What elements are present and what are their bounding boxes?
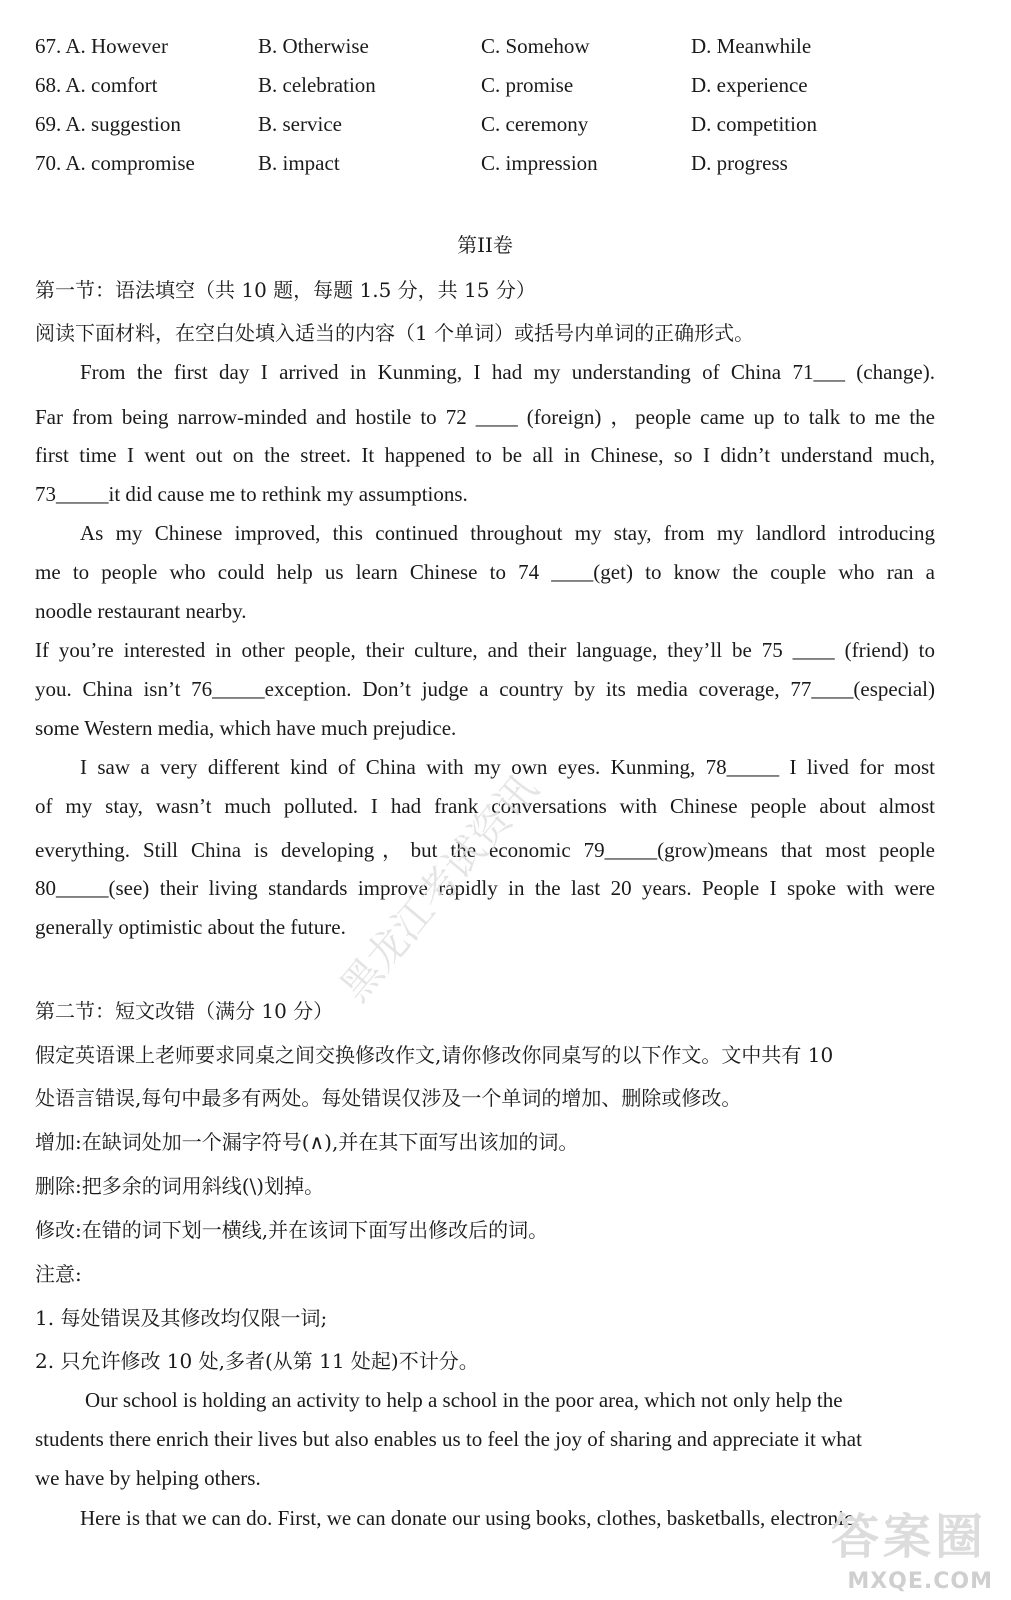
part2-instruction: 处语言错误,每句中最多有两处。每处错误仅涉及一个单词的增加、删除或修改。 <box>35 1086 742 1110</box>
part2-instruction: 1. 每处错误及其修改均仅限一词; <box>35 1306 328 1330</box>
option-d: D. Meanwhile <box>691 34 812 58</box>
passage-line: first time I went out on the street. It happened to be all in Chinese, so I didn’t understand much, <box>35 443 935 467</box>
logo-top-text: 答案圈 <box>830 1509 987 1565</box>
option-b: B. celebration <box>258 73 376 97</box>
option-b: B. Otherwise <box>258 34 369 58</box>
part2-instruction: 注意: <box>35 1262 82 1286</box>
watermark: 黑龙江考试资讯 <box>331 766 548 1011</box>
essay-line: Here is that we can do. First, we can donate our using books, clothes, basketballs, electronic <box>80 1506 854 1530</box>
logo-bottom-text: MXQE.COM <box>847 1569 993 1594</box>
part2-instruction: 假定英语课上老师要求同桌之间交换修改作文,请你修改你同桌写的以下作文。文中共有 10 <box>35 1043 834 1067</box>
part2-instruction: 2. 只允许修改 10 处,多者(从第 11 处起)不计分。 <box>35 1349 479 1373</box>
option-d: D. progress <box>691 151 788 175</box>
part2-heading: 第二节：短文改错（满分 10 分） <box>35 999 334 1023</box>
section-title: 第II卷 <box>457 233 513 257</box>
passage-line: some Western media, which have much prejudice. <box>35 716 457 740</box>
option-d: D. competition <box>691 112 817 136</box>
essay-line: students there enrich their lives but also enables us to feel the joy of sharing and appreciate it what <box>35 1427 862 1451</box>
passage-line: I saw a very different kind of China with my own eyes. Kunming, 78_____ I lived for most <box>80 755 935 779</box>
passage-line: 80_____(see) their living standards improve rapidly in the last 20 years. People I spoke with were <box>35 876 935 900</box>
option-c: C. impression <box>481 151 598 175</box>
option-c: C. ceremony <box>481 112 589 136</box>
part2-instruction: 删除:把多余的词用斜线(\)划掉。 <box>35 1174 325 1198</box>
option-b: B. service <box>258 112 342 136</box>
passage-line: If you’re interested in other people, their culture, and their language, they’ll be 75 ____ (friend) to <box>35 638 935 662</box>
passage-line: noodle restaurant nearby. <box>35 599 247 623</box>
essay-line: we have by helping others. <box>35 1466 261 1490</box>
passage-line: As my Chinese improved, this continued throughout my stay, from my landlord introducing <box>80 521 935 545</box>
option-c: C. Somehow <box>481 34 590 58</box>
site-logo <box>811 1490 1011 1600</box>
part2-instruction: 修改:在错的词下划一横线,并在该词下面写出修改后的词。 <box>35 1218 549 1242</box>
option-a: 69. A. suggestion <box>35 112 181 136</box>
part1-heading: 第一节：语法填空（共 10 题，每题 1.5 分，共 15 分） <box>35 278 536 302</box>
essay-line: Our school is holding an activity to help a school in the poor area, which not only help the <box>85 1388 843 1412</box>
passage-line: Far from being narrow-minded and hostile to 72 ____ (foreign) ，people came up to talk to me the <box>35 405 935 429</box>
passage-line: you. China isn’t 76_____exception. Don’t judge a country by its media coverage, 77____(especial) <box>35 677 935 701</box>
passage-line: me to people who could help us learn Chinese to 74 ____(get) to know the couple who ran a <box>35 560 935 584</box>
option-a: 70. A. compromise <box>35 151 195 175</box>
passage-line: generally optimistic about the future. <box>35 915 346 939</box>
option-a: 68. A. comfort <box>35 73 158 97</box>
option-b: B. impact <box>258 151 340 175</box>
passage-line: everything. Still China is developing，but the economic 79_____(grow)means that most people <box>35 838 935 862</box>
option-a: 67. A. However <box>35 34 168 58</box>
part2-instruction: 增加:在缺词处加一个漏字符号(∧),并在其下面写出该加的词。 <box>35 1130 579 1154</box>
passage-line: 73_____it did cause me to rethink my assumptions. <box>35 482 468 506</box>
part1-instruction: 阅读下面材料，在空白处填入适当的内容（1 个单词）或括号内单词的正确形式。 <box>35 321 755 345</box>
option-c: C. promise <box>481 73 574 97</box>
passage-line: From the first day I arrived in Kunming, I had my understanding of China 71___ (change). <box>80 360 935 384</box>
passage-line: of my stay, wasn’t much polluted. I had frank conversations with Chinese people about almost <box>35 794 935 818</box>
option-d: D. experience <box>691 73 808 97</box>
